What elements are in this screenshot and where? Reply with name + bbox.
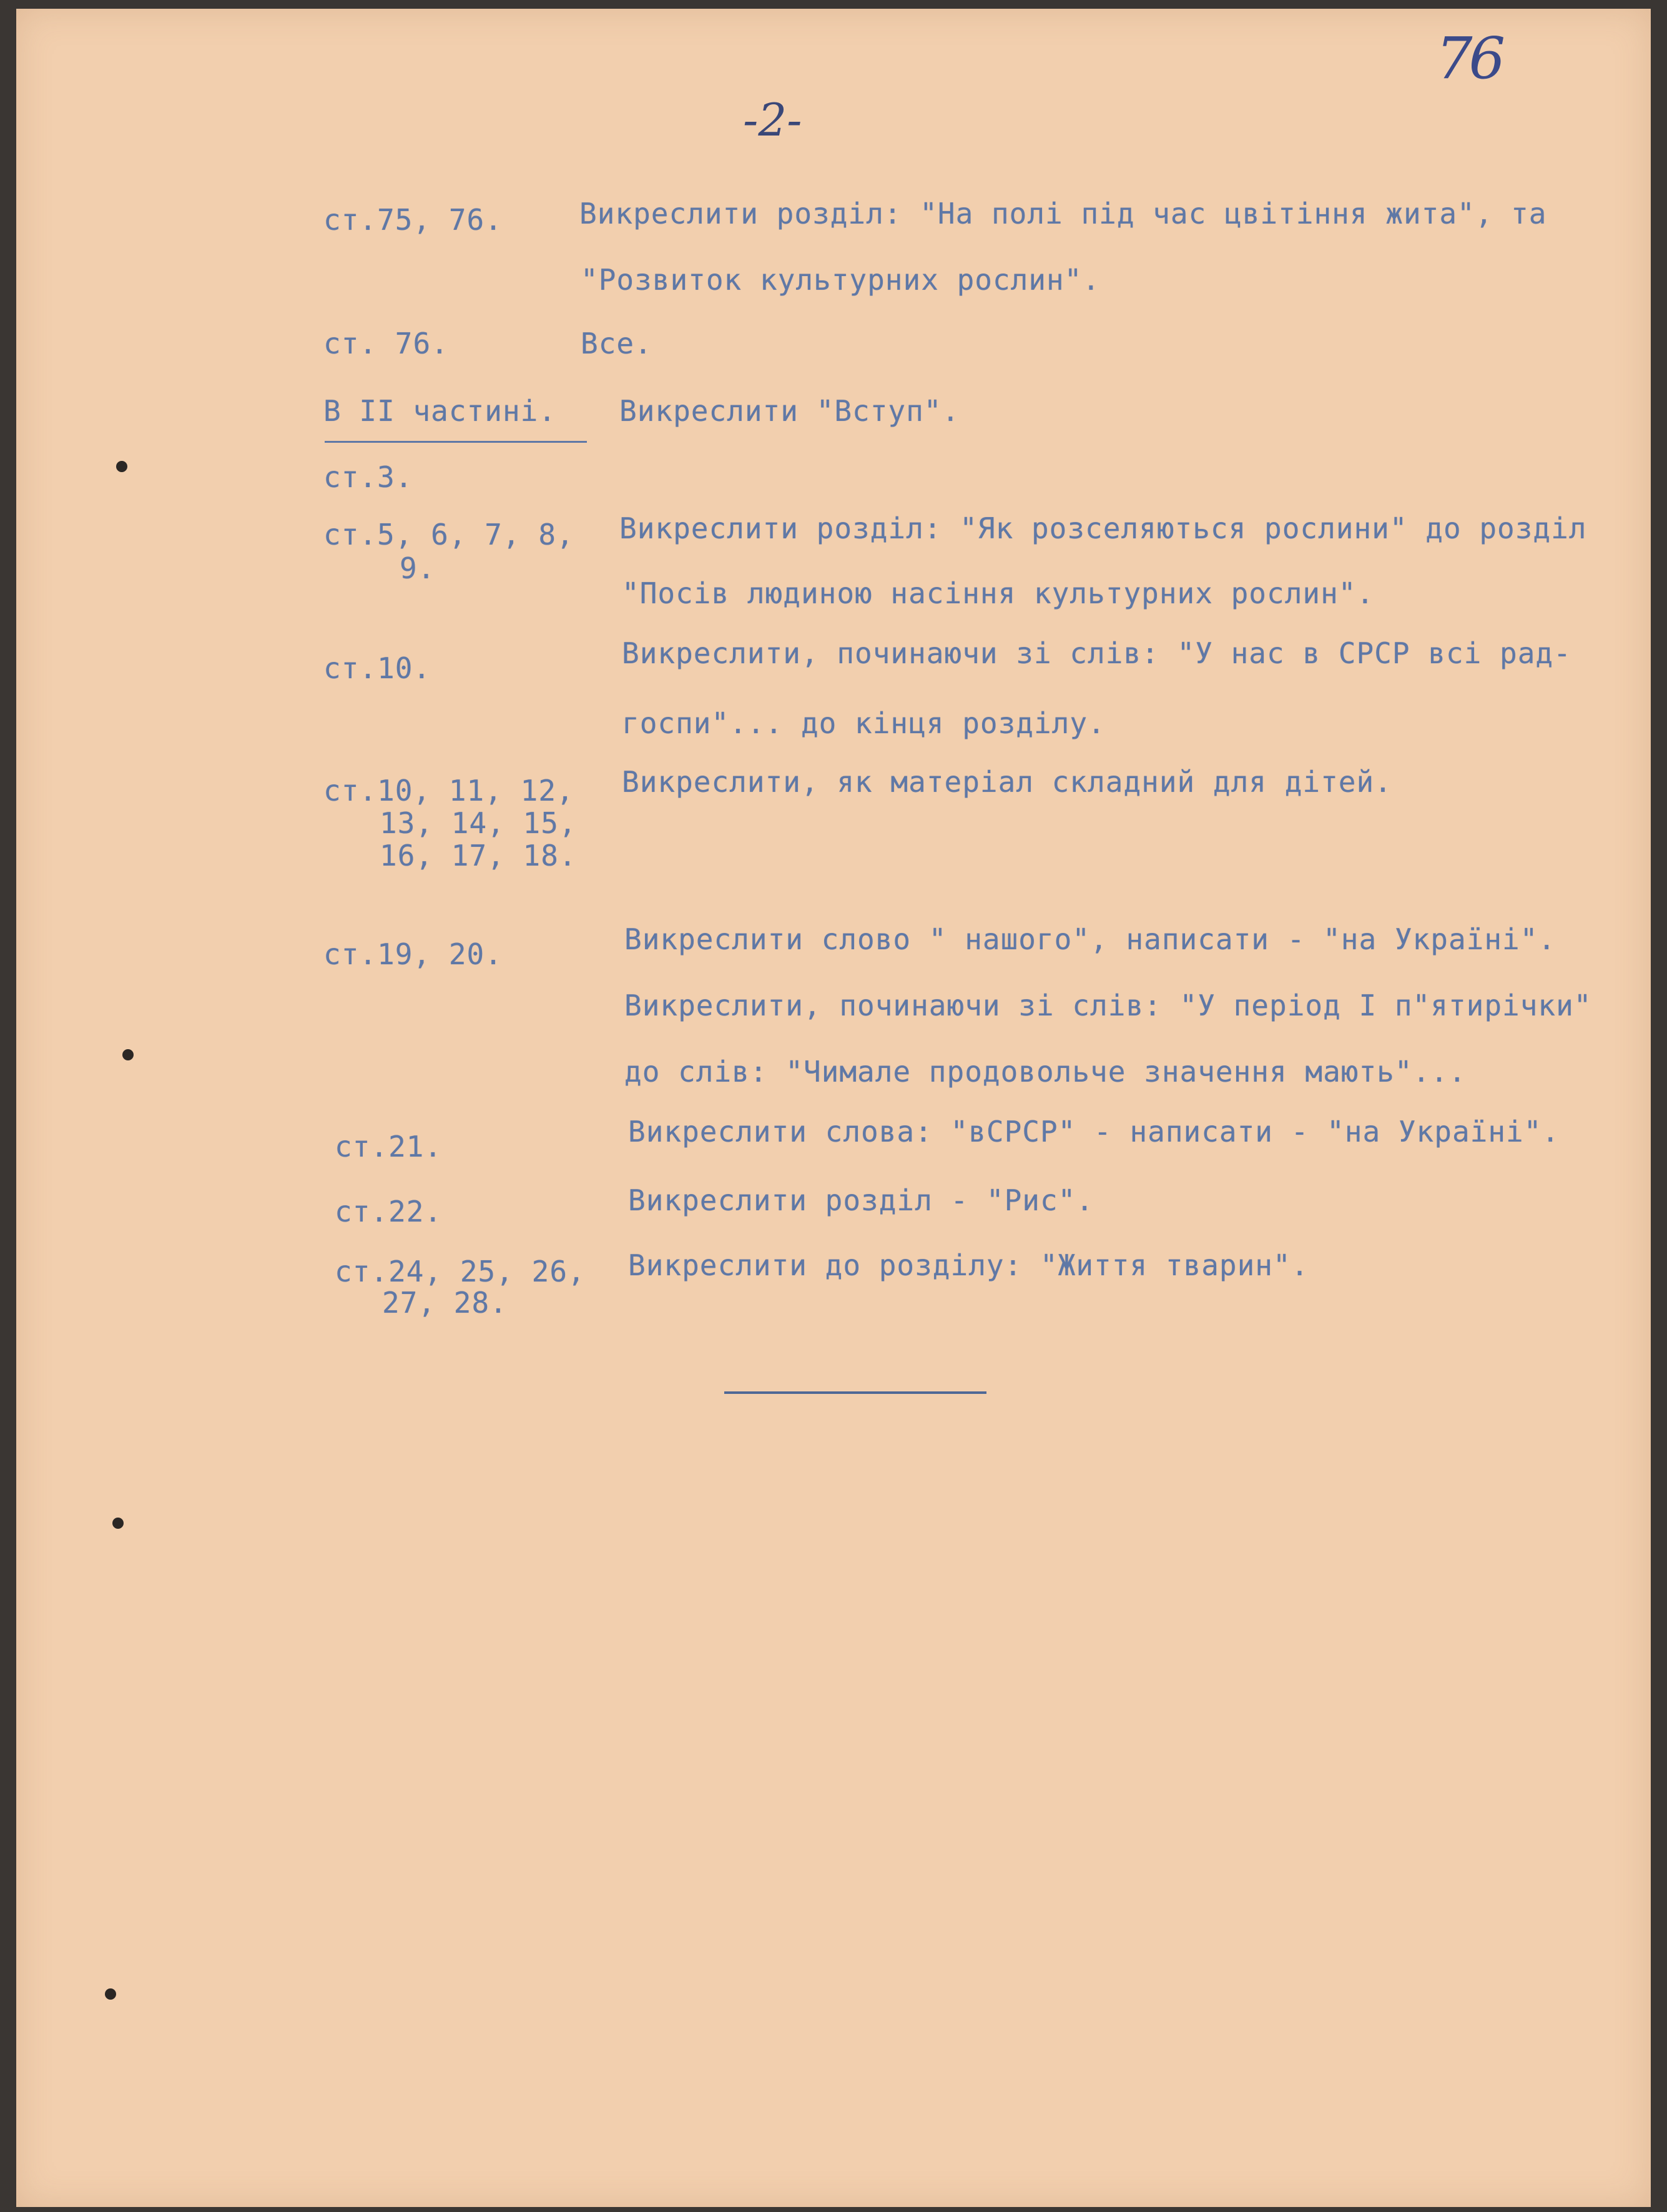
- scan-edge: [1651, 0, 1667, 2212]
- instruction-line: Викреслити розділ: "Як розселяються рослини" до розділ: [619, 511, 1587, 545]
- instruction-line: Викреслити слово " нашого", написати - "на Україні".: [624, 922, 1556, 956]
- page-reference: ст.19, 20.: [323, 937, 503, 971]
- page-reference-continued: 16, 17, 18.: [380, 839, 577, 872]
- punch-hole: [112, 1518, 124, 1529]
- instruction-line: Викреслити розділ: "На полі під час цвітіння жита", та: [579, 197, 1547, 230]
- page-reference-continued: 9.: [400, 551, 436, 585]
- instruction-line: Викреслити "Вступ".: [619, 394, 960, 428]
- instruction-line: Викреслити до розділу: "Життя тварин".: [628, 1248, 1309, 1282]
- instruction-line: до слів: "Чимале продовольче значення мають"...: [624, 1055, 1467, 1089]
- instruction-line: госпи"... до кінця розділу.: [622, 706, 1106, 740]
- section-underline: [325, 441, 587, 443]
- page-reference-continued: 27, 28.: [382, 1286, 508, 1320]
- page-reference: ст.10.: [323, 651, 431, 685]
- instruction-line: Викреслити слова: "вСРСР" - написати - "на Україні".: [628, 1115, 1560, 1148]
- instruction-line: Викреслити, як матеріал складний для дітей.: [622, 765, 1392, 799]
- page-reference: ст.22.: [335, 1195, 443, 1228]
- page-reference: ст.75, 76.: [323, 203, 503, 237]
- page-number: -2-: [743, 94, 802, 146]
- instruction-line: Викреслити розділ - "Рис".: [628, 1183, 1094, 1217]
- folio-number: 76: [1436, 25, 1502, 92]
- page-reference: ст. 76.: [323, 327, 449, 360]
- closing-rule: [724, 1391, 986, 1394]
- section-reference: В II частині.: [323, 394, 557, 428]
- punch-hole: [116, 461, 127, 472]
- page-reference: ст.10, 11, 12,: [323, 774, 574, 807]
- instruction-line: Викреслити, починаючи зі слів: "У нас в СРСР всі рад-: [622, 636, 1571, 670]
- document-page: [16, 9, 1651, 2207]
- instruction-line: Все.: [581, 327, 652, 360]
- page-reference: ст.3.: [323, 460, 413, 494]
- punch-hole: [105, 1988, 116, 2000]
- instruction-line: "Посів людиною насіння культурних рослин".: [622, 576, 1375, 610]
- punch-hole: [122, 1049, 134, 1060]
- page-reference-continued: 13, 14, 15,: [380, 806, 577, 840]
- page-reference: ст.24, 25, 26,: [335, 1255, 586, 1288]
- instruction-line: "Розвиток культурних рослин".: [581, 263, 1101, 297]
- page-reference: ст.21.: [335, 1130, 443, 1163]
- instruction-line: Викреслити, починаючи зі слів: "У період І п"ятирічки": [624, 989, 1592, 1022]
- page-reference: ст.5, 6, 7, 8,: [323, 518, 574, 551]
